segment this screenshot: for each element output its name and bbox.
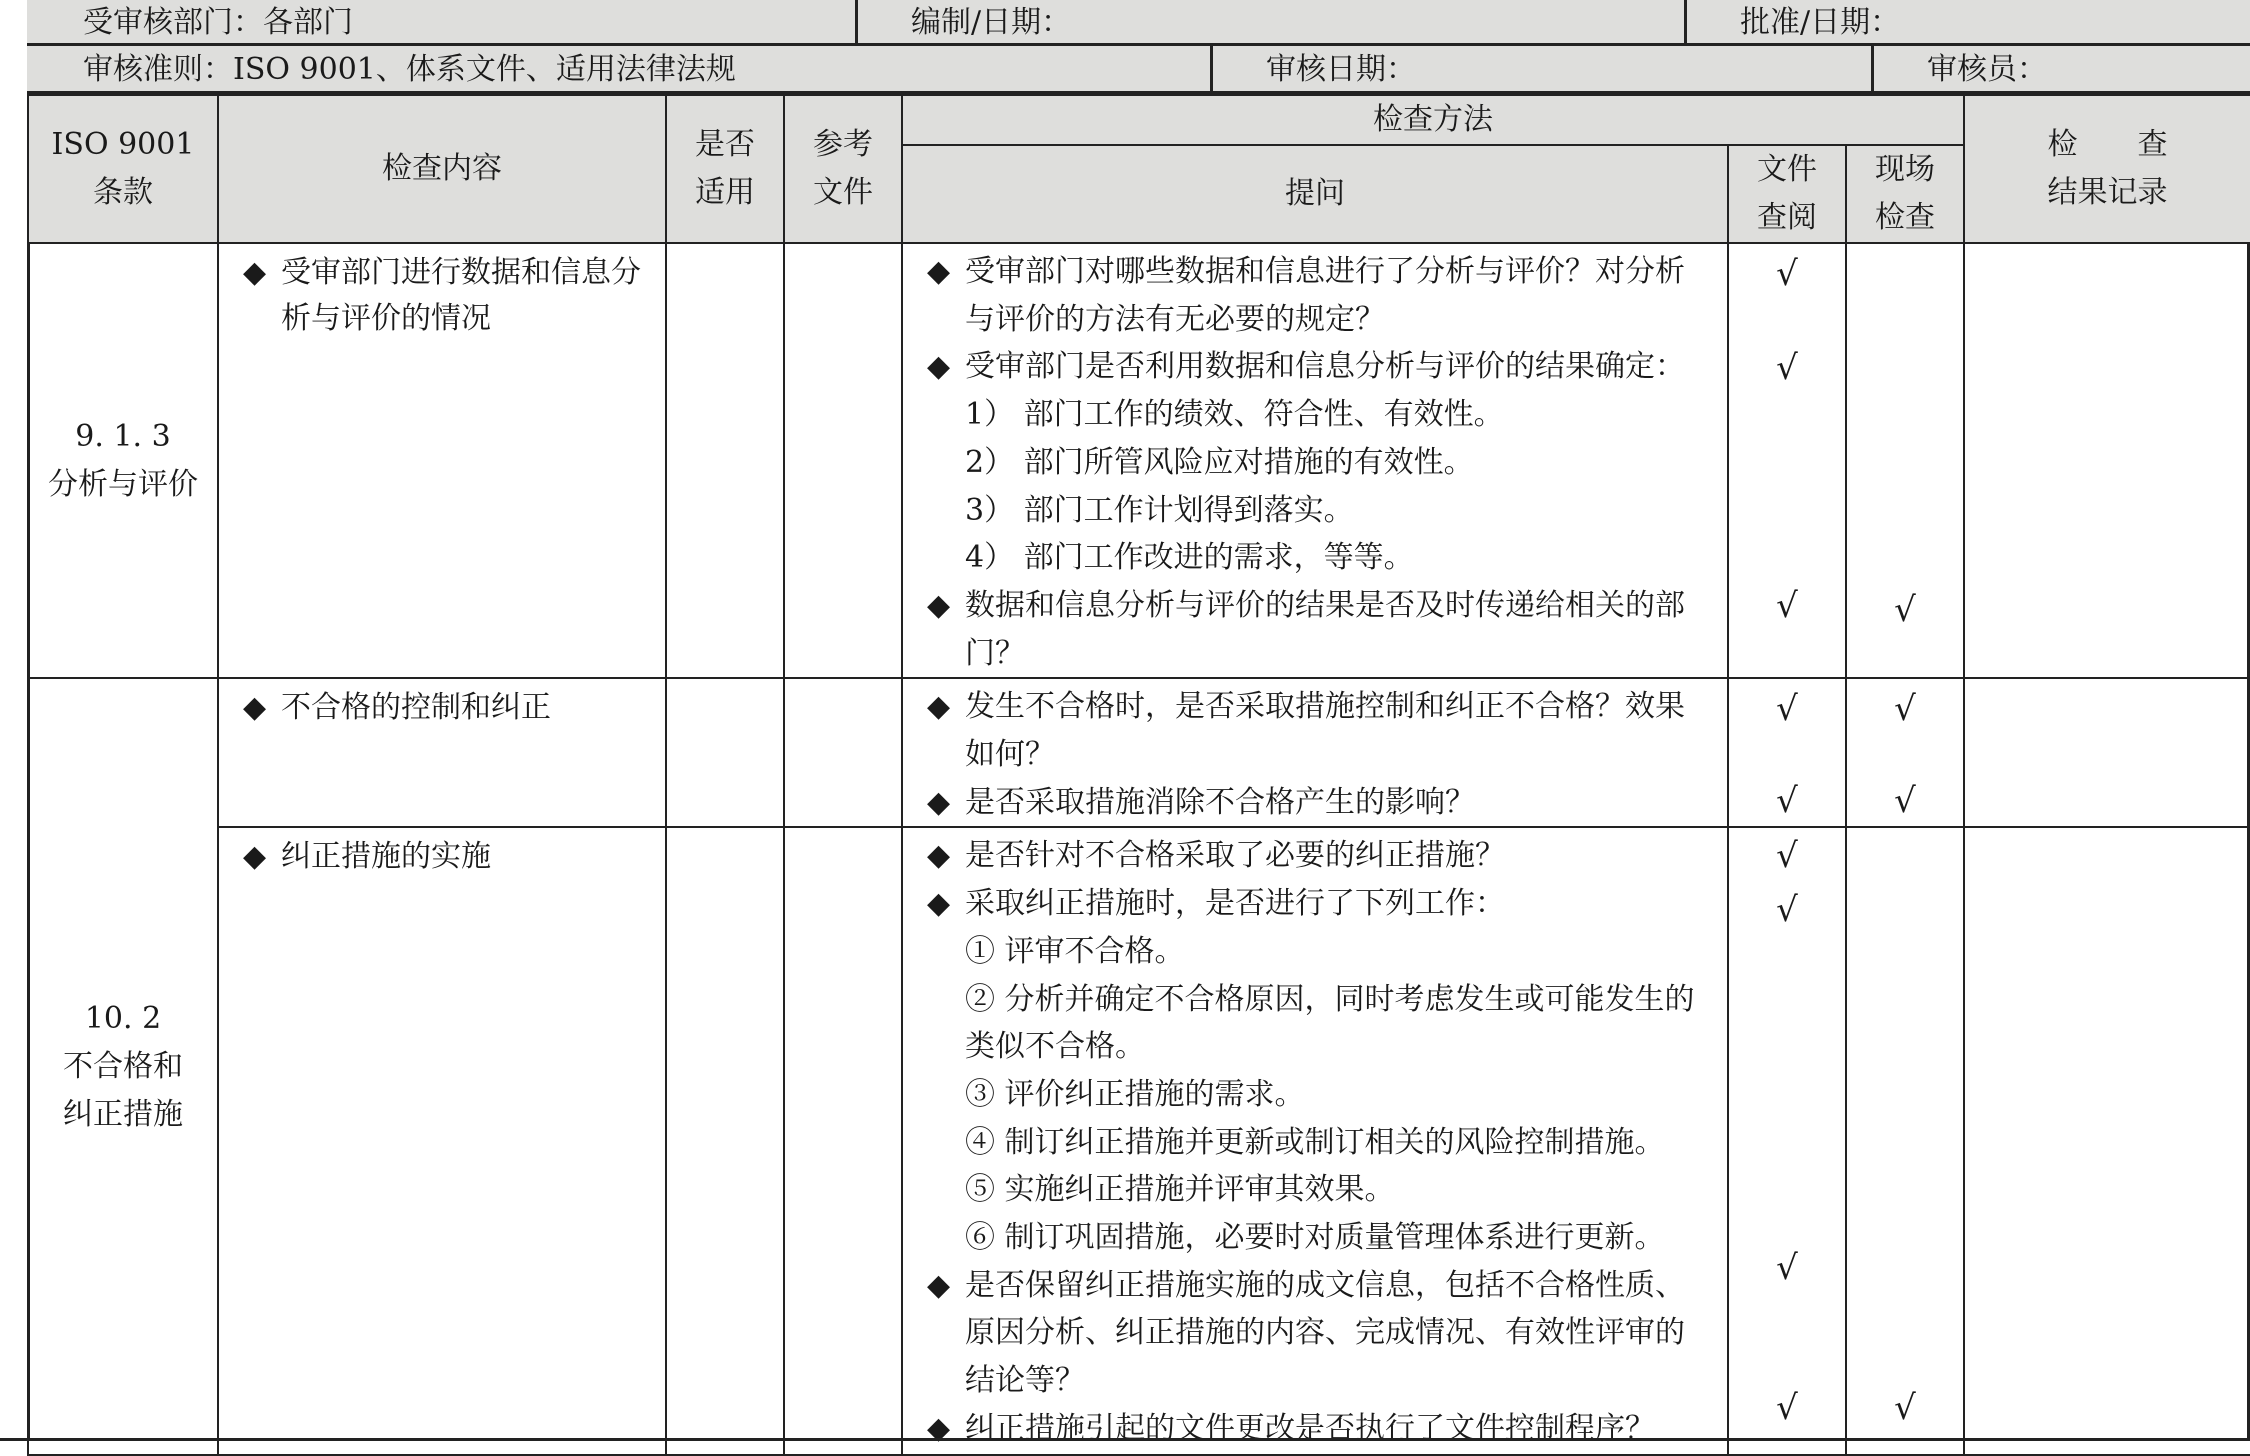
- header-divider: [855, 0, 858, 43]
- result-cell: [1964, 243, 2250, 678]
- audit-criteria-label: 审核准则：ISO 9001、体系文件、适用法律法规: [83, 52, 736, 87]
- bullet-diamond-icon: ◆: [927, 689, 951, 725]
- site-check-cell: [1846, 243, 1964, 678]
- check-mark-icon: √: [1776, 689, 1798, 730]
- site-check-cell: [1846, 827, 1964, 1455]
- check-mark-icon: √: [1776, 781, 1798, 822]
- col-header-reference: 参考 文件: [784, 95, 902, 243]
- check-mark-icon: √: [1894, 781, 1916, 822]
- bullet-diamond-icon: ◆: [927, 1267, 951, 1303]
- audit-date-label: 审核日期：: [1266, 52, 1416, 87]
- check-mark-icon: √: [1776, 586, 1798, 626]
- check-mark-icon: √: [1776, 890, 1798, 931]
- bullet-diamond-icon: ◆: [927, 587, 951, 623]
- header-divider: [1871, 46, 1874, 91]
- col-header-clause: ISO 9001 条款: [28, 95, 218, 243]
- doc-review-cell: [1728, 827, 1846, 1455]
- result-cell: [1964, 678, 2250, 827]
- question-cell: ◆ 是否针对不合格采取了必要的纠正措施？ ◆ 采取纠正措施时，是否进行了下列工作： ① 评审不合格。 ② 分析并确定不合格原因，同时考虑发生或可能发生的类似不合格。 ③ 评价纠正措施的需求。 ④ 制订纠正措施并更新或制订相关的风险控制措施。 ⑤ 实施纠正措施并评审其效果。 ⑥ 制订巩固措施，必要时对质量管理体系进行更新。 ◆ 是否保留纠正措施实施的成文信息，包括不合格性质、原因分析、纠正措施的内容、完成情况、有效性评审的结论等？ ◆ 纠正措施引起的文件更改是否执行了文件控制程序？: [902, 827, 1728, 1455]
- question-cell: ◆ 受审部门对哪些数据和信息进行了分析与评价？对分析与评价的方法有无必要的规定？ ◆ 受审部门是否利用数据和信息分析与评价的结果确定： 1） 部门工作的绩效、符合性、有效性。 2） 部门所管风险应对措施的有效性。 3） 部门工作计划得到落实。 4） 部门工作改进的需求，等等。 ◆ 数据和信息分析与评价的结果是否及时传递给相关的部门？: [902, 243, 1728, 678]
- auditor-label: 审核员：: [1927, 52, 2047, 87]
- applicable-cell: [666, 827, 784, 1455]
- prepared-date-label: 编制/日期：: [911, 5, 1072, 40]
- approved-date-label: 批准/日期：: [1740, 5, 1901, 40]
- applicable-cell: [666, 243, 784, 678]
- clause-cell: 10. 2 不合格和 纠正措施: [28, 678, 218, 1455]
- bullet-diamond-icon: ◆: [927, 349, 951, 385]
- reference-cell: [784, 678, 902, 827]
- bullet-diamond-icon: ◆: [927, 838, 951, 874]
- col-header-site-check: 现场 检查: [1846, 145, 1964, 243]
- check-mark-icon: √: [1894, 1388, 1916, 1429]
- col-header-question: 提问: [902, 145, 1728, 243]
- bullet-diamond-icon: ◆: [927, 784, 951, 820]
- bullet-diamond-icon: ◆: [243, 255, 267, 290]
- check-mark-icon: √: [1776, 1388, 1798, 1429]
- table-row: [28, 243, 2250, 678]
- check-mark-icon: √: [1776, 348, 1798, 388]
- table-row: [28, 678, 2250, 827]
- bullet-diamond-icon: ◆: [927, 1410, 951, 1446]
- table-row: [28, 827, 2250, 1455]
- check-mark-icon: √: [1776, 836, 1798, 877]
- content-cell: ◆ 受审部门进行数据和信息分析与评价的情况: [218, 243, 666, 678]
- col-header-method: 检查方法: [902, 95, 1964, 145]
- result-cell: [1964, 827, 2250, 1455]
- bullet-diamond-icon: ◆: [927, 254, 951, 289]
- page-bottom-border: [0, 1438, 2250, 1441]
- bullet-diamond-icon: ◆: [243, 839, 267, 875]
- question-cell: ◆ 发生不合格时，是否采取措施控制和纠正不合格？效果如何？ ◆ 是否采取措施消除不合格产生的影响？: [902, 678, 1728, 827]
- col-header-doc-review: 文件 查阅: [1728, 145, 1846, 243]
- col-header-content: 检查内容: [218, 95, 666, 243]
- header-row-2: [27, 46, 2250, 94]
- check-mark-icon: √: [1894, 590, 1916, 630]
- site-check-cell: [1846, 678, 1964, 827]
- audited-dept-label: 受审核部门：各部门: [83, 5, 353, 40]
- audit-checklist-table: [27, 94, 2250, 1456]
- reference-cell: [784, 243, 902, 678]
- applicable-cell: [666, 678, 784, 827]
- header-divider: [1684, 0, 1687, 43]
- col-header-applicable: 是否 适用: [666, 95, 784, 243]
- check-mark-icon: √: [1894, 689, 1916, 730]
- header-divider: [1210, 46, 1213, 91]
- bullet-diamond-icon: ◆: [243, 690, 267, 726]
- col-header-result: 检 查 结果记录: [1964, 95, 2250, 243]
- check-mark-icon: √: [1776, 1248, 1798, 1289]
- check-mark-icon: √: [1776, 254, 1798, 294]
- content-cell: ◆ 不合格的控制和纠正: [218, 678, 666, 827]
- doc-review-cell: [1728, 678, 1846, 827]
- bullet-diamond-icon: ◆: [927, 886, 951, 922]
- clause-cell: 9. 1. 3 分析与评价: [28, 243, 218, 678]
- content-cell: ◆ 纠正措施的实施: [218, 827, 666, 1455]
- header-row-1: [27, 0, 2250, 46]
- reference-cell: [784, 827, 902, 1455]
- doc-review-cell: [1728, 243, 1846, 678]
